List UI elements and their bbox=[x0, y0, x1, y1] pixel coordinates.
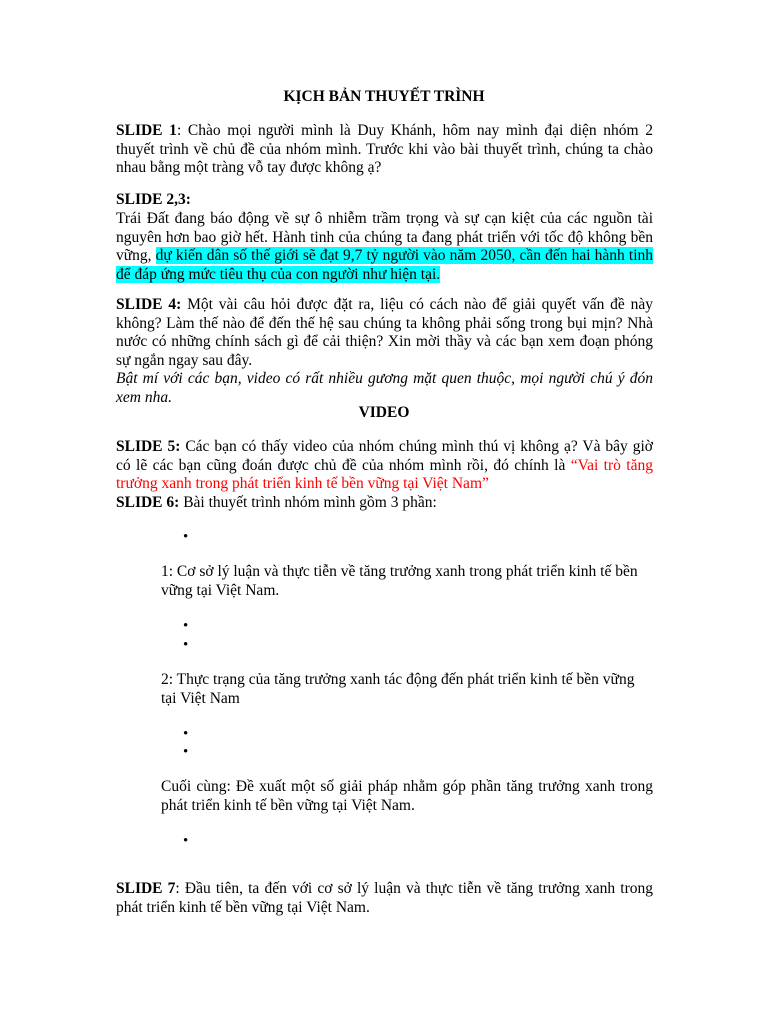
slide-2-3-paragraph bbox=[116, 210, 653, 284]
slide-1-paragraph bbox=[116, 122, 653, 178]
part-2-item: 2: Thực trạng của tăng trưởng xanh tác động đến phát triển kinh tế bền vững tại Việt Nam bbox=[161, 671, 635, 707]
video-heading: VIDEO bbox=[358, 404, 410, 421]
part-1-item: 1: Cơ sở lý luận và thực tiễn về tăng trưởng xanh trong phát triển kinh tế bền vững tại Việt Nam. bbox=[161, 563, 638, 599]
slide-4-paragraph bbox=[116, 296, 653, 408]
slide-1-text: : Chào mọi người mình là Duy Khánh, hôm nay mình đại diện nhóm 2 thuyết trình về chủ đề của nhóm mình. Trước khi vào bài thuyết trình, chúng ta chào nhau bằng một tràng vỗ tay được không ạ? bbox=[116, 122, 653, 177]
slide-4-italic-note: Bật mí với các bạn, video có rất nhiều gương mặt quen thuộc, mọi người chú ý đón xem nha. bbox=[116, 370, 653, 406]
slide-6-text: Bài thuyết trình nhóm mình gồm 3 phần: bbox=[179, 494, 437, 511]
part-3-item: Cuối cùng: Đề xuất một số giải pháp nhằm góp phần tăng trưởng xanh trong phát triển kinh tế bền vững tại Việt Nam. bbox=[161, 778, 653, 814]
slide-5-paragraph bbox=[116, 438, 653, 494]
bullet: • bbox=[183, 833, 189, 849]
bullet: • bbox=[183, 744, 189, 760]
slide-5-topic-red: “Vai trò tăng trưởng xanh trong phát triển kinh tế bền vững tại Việt Nam” bbox=[116, 456, 653, 493]
bullet: • bbox=[183, 637, 189, 653]
slide-4-text: Một vài câu hỏi được đặt ra, liệu có cách nào để giải quyết vấn đề này không? Làm thế nào để đến thế hệ sau chúng ta không phải sống trong bụi mịn? Nhà nước có những chính sách gì để cải thiện? Xin mời thầy và các bạn xem đoạn phóng sự ngắn ngay sau đây. bbox=[116, 296, 653, 369]
slide-7-label: SLIDE 7 bbox=[116, 880, 176, 897]
slide-2-3-text: Trái Đất đang báo động về sự ô nhiễm trầm trọng và sự cạn kiệt của các nguồn tài nguyên hơn bao giờ hết. Hành tinh của chúng ta đang phát triển với tốc độ không bền vững, bbox=[116, 210, 653, 265]
document-title: KỊCH BẢN THUYẾT TRÌNH bbox=[283, 88, 485, 105]
slide-2-3-highlight: dự kiến dân số thế giới sẽ đạt 9,7 tỷ người vào năm 2050, cần đến hai hành tinh để đáp ứng mức tiêu thụ của con người như hiện tại. bbox=[116, 247, 654, 283]
slide-6-label: SLIDE 6: bbox=[116, 494, 180, 511]
bullet: • bbox=[183, 726, 189, 742]
slide-5-label: SLIDE 5: bbox=[116, 438, 181, 455]
slide-7-paragraph bbox=[116, 880, 653, 917]
slide-6-paragraph bbox=[116, 494, 653, 513]
slide-7-text: : Đầu tiên, ta đến với cơ sở lý luận và thực tiễn về tăng trưởng xanh trong phát triển kinh tế bền vững tại Việt Nam. bbox=[116, 880, 653, 916]
slide-4-label: SLIDE 4: bbox=[116, 296, 182, 313]
slide-2-3-label: SLIDE 2,3: bbox=[116, 191, 191, 208]
bullet: • bbox=[183, 529, 189, 545]
slide-5-text: Các bạn có thấy video của nhóm chúng mình thú vị không ạ? Và bây giờ có lẽ các bạn cũng đoán được chủ đề của nhóm mình rồi, đó chính là bbox=[116, 438, 653, 474]
slide-1-label: SLIDE 1 bbox=[116, 122, 177, 139]
bullet: • bbox=[183, 618, 189, 634]
